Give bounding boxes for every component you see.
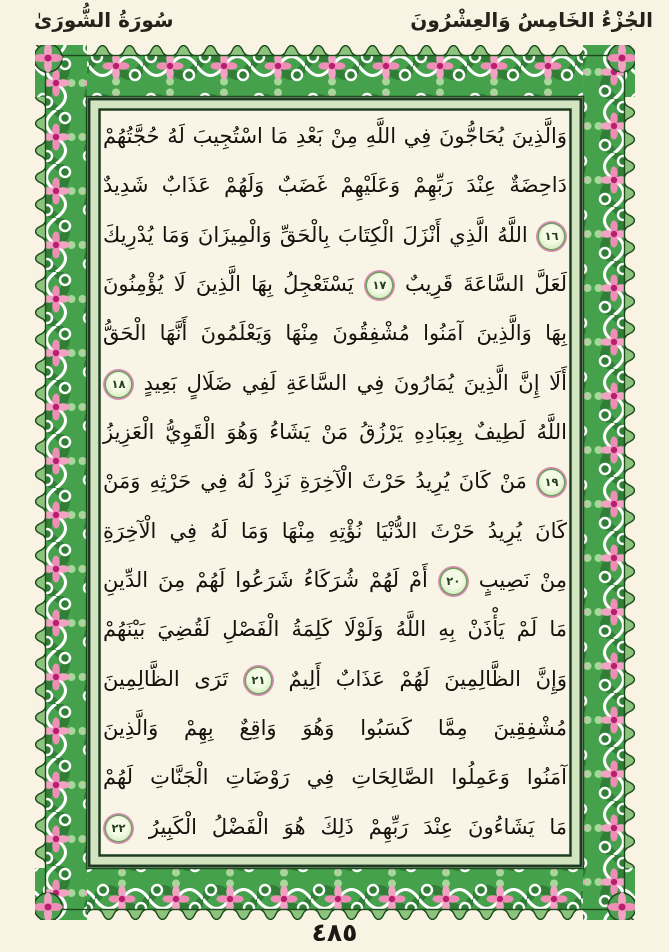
ayah-number-marker: ١٧ xyxy=(367,273,392,298)
quran-text-segment: لَعَلَّ السَّاعَةَ قَرِيبٌ xyxy=(404,271,567,296)
quran-line xyxy=(103,211,567,260)
quran-line xyxy=(103,556,567,605)
quran-line xyxy=(103,359,567,408)
quran-line xyxy=(103,803,567,852)
quran-text-block xyxy=(103,112,567,852)
ayah-number-marker: ٢٢ xyxy=(106,816,131,841)
quran-text-segment: أَمْ لَهُمْ شُرَكَاءُ شَرَعُوا لَهُمْ مِنَ الدِّينِ xyxy=(103,567,428,592)
quran-line xyxy=(103,408,567,457)
quran-text-segment: مِنْ نَصِيبٍ xyxy=(478,567,567,592)
quran-line xyxy=(103,112,567,161)
ayah-number-marker: ٢٠ xyxy=(441,569,466,594)
quran-text-segment: بِهَا وَالَّذِينَ آمَنُوا مُشْفِقُونَ مِنْهَا وَيَعْلَمُونَ أَنَّهَا الْحَقُّ xyxy=(103,321,567,346)
quran-text-segment: مَنْ كَانَ يُرِيدُ حَرْثَ الْآخِرَةِ نَزِدْ لَهُ فِي حَرْثِهِ وَمَنْ xyxy=(103,469,527,494)
quran-text-segment: وَإِنَّ الظَّالِمِينَ لَهُمْ عَذَابٌ أَلِيمٌ xyxy=(288,666,567,691)
quran-text-segment: مَا لَمْ يَأْذَنْ بِهِ اللَّهُ وَلَوْلَا كَلِمَةُ الْفَصْلِ لَقُضِيَ بَيْنَهُمْ xyxy=(103,617,567,642)
quran-line xyxy=(103,507,567,556)
quran-text-segment: اللَّهُ الَّذِي أَنْزَلَ الْكِتَابَ بِالْحَقِّ وَالْمِيزَانَ وَمَا يُدْرِيكَ xyxy=(103,222,528,247)
ayah-number-marker: ١٨ xyxy=(106,372,131,397)
quran-line xyxy=(103,161,567,210)
quran-text-segment: اللَّهُ لَطِيفٌ بِعِبَادِهِ يَرْزُقُ مَنْ يَشَاءُ وَهُوَ الْقَوِيُّ الْعَزِيزُ xyxy=(103,419,567,444)
quran-line xyxy=(103,753,567,802)
quran-text-segment: مُشْفِقِينَ مِمَّا كَسَبُوا وَهُوَ وَاقِعٌ بِهِمْ وَالَّذِينَ xyxy=(103,715,567,740)
quran-line xyxy=(103,309,567,358)
quran-text-segment: دَاحِضَةٌ عِنْدَ رَبِّهِمْ وَعَلَيْهِمْ غَضَبٌ وَلَهُمْ عَذَابٌ شَدِيدٌ xyxy=(103,173,567,198)
surah-header-label: سُورَةُ الشُّورَىٰ xyxy=(34,8,174,32)
quran-text-segment: مَا يَشَاءُونَ عِنْدَ رَبِّهِمْ ذَلِكَ هُوَ الْفَضْلُ الْكَبِيرُ xyxy=(148,814,567,839)
quran-text-segment: أَلَا إِنَّ الَّذِينَ يُمَارُونَ فِي السَّاعَةِ لَفِي ضَلَالٍ بَعِيدٍ xyxy=(143,370,567,395)
quran-line xyxy=(103,704,567,753)
ayah-number-marker: ٢١ xyxy=(246,668,271,693)
quran-line xyxy=(103,655,567,704)
quran-text-segment: كَانَ يُرِيدُ حَرْثَ الدُّنْيَا نُؤْتِهِ مِنْهَا وَمَا لَهُ فِي الْآخِرَةِ xyxy=(103,518,567,543)
ayah-number-marker: ١٩ xyxy=(539,470,564,495)
quran-line xyxy=(103,457,567,506)
quran-line xyxy=(103,260,567,309)
juz-header-label: الجُزْءُ الخَامِسُ وَالعِشْرُونَ xyxy=(410,8,653,32)
quran-text-segment: يَسْتَعْجِلُ بِهَا الَّذِينَ لَا يُؤْمِنُونَ xyxy=(103,271,354,296)
page-number: ٤٨٥ xyxy=(311,918,358,947)
quran-text-segment: آمَنُوا وَعَمِلُوا الصَّالِحَاتِ فِي رَوْضَاتِ الْجَنَّاتِ لَهُمْ xyxy=(103,765,567,790)
quran-text-segment: تَرَى الظَّالِمِينَ xyxy=(103,666,229,691)
quran-line xyxy=(103,605,567,654)
ayah-number-marker: ١٦ xyxy=(539,224,564,249)
quran-text-segment: وَالَّذِينَ يُحَاجُّونَ فِي اللَّهِ مِنْ بَعْدِ مَا اسْتُجِيبَ لَهُ حُجَّتُهُمْ xyxy=(103,124,567,148)
